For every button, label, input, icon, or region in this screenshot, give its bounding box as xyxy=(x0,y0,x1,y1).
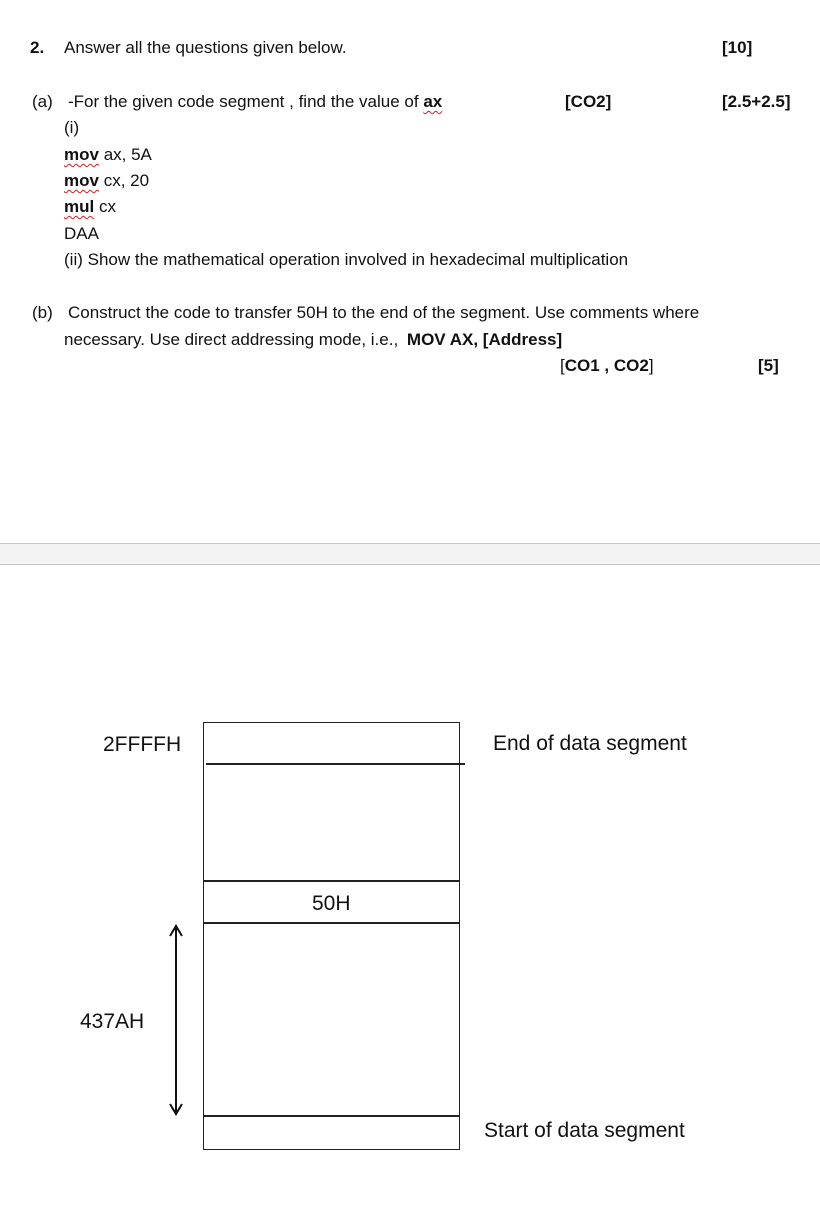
code-args: ax, 5A xyxy=(98,145,152,164)
part-a-sub-i: (i) xyxy=(64,118,80,137)
part-a-prompt-text: -For the given code segment , find the value of xyxy=(68,92,419,111)
top-address-label: 2FFFFH xyxy=(103,733,182,756)
part-a-sub-ii: (ii) Show the mathematical operation involved in hexadecimal multiplication xyxy=(64,250,629,269)
co-text: CO1 , CO2 xyxy=(564,356,649,375)
part-a-prompt xyxy=(68,92,442,112)
part-b-label: (b) xyxy=(32,303,53,322)
question-heading: Answer all the questions given below. xyxy=(64,38,347,57)
code-args: cx xyxy=(94,197,116,216)
code-args: cx, 20 xyxy=(98,171,150,190)
offset-label: 437AH xyxy=(80,1010,145,1033)
divider-bottom xyxy=(203,1115,460,1117)
part-a-prompt-var: ax xyxy=(423,92,443,111)
part-b-line-2 xyxy=(64,330,562,350)
part-b-co xyxy=(560,356,654,376)
code-line-1 xyxy=(64,145,152,165)
start-of-segment-label: Start of data segment xyxy=(484,1119,685,1142)
divider-top xyxy=(206,763,465,765)
code-op: mov xyxy=(64,171,99,190)
part-a-label: (a) xyxy=(32,92,53,111)
code-op: mov xyxy=(64,145,99,164)
divider-cell-bottom xyxy=(203,922,460,924)
part-b-line-2-text: necessary. Use direct addressing mode, i.e., xyxy=(64,330,399,349)
part-a-co: [CO2] xyxy=(565,92,612,111)
part-b-code: MOV AX, [Address] xyxy=(406,330,563,349)
question-marks: [10] xyxy=(722,38,753,57)
part-b-marks: [5] xyxy=(758,356,779,375)
code-line-2 xyxy=(64,171,149,191)
cell-value: 50H xyxy=(312,892,351,915)
part-a-marks: [2.5+2.5] xyxy=(722,92,791,111)
part-b-line-1: Construct the code to transfer 50H to the end of the segment. Use comments where xyxy=(68,303,700,322)
code-line-4 xyxy=(64,224,99,244)
co-bracket-close: ] xyxy=(648,356,654,375)
code-op: mul xyxy=(64,197,95,216)
co-bracket-open: [ xyxy=(560,356,565,375)
code-line-3 xyxy=(64,197,116,217)
offset-arrow-icon xyxy=(166,922,186,1118)
memory-segment-box xyxy=(203,722,460,1150)
page-separator xyxy=(0,543,820,565)
question-number: 2. xyxy=(30,38,45,57)
divider-cell-top xyxy=(203,880,460,882)
end-of-segment-label: End of data segment xyxy=(493,732,687,755)
code-args: DAA xyxy=(64,224,99,243)
